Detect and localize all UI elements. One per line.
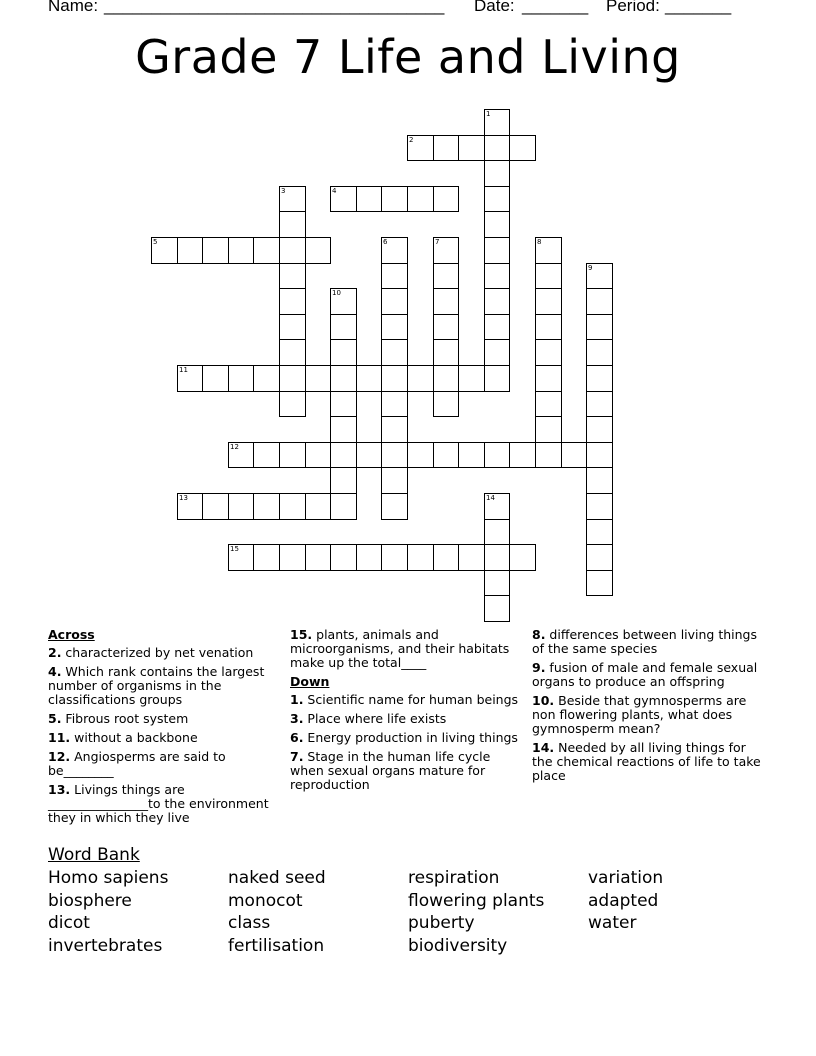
clue-text: Energy production in living things [303, 730, 518, 745]
crossword-cell[interactable] [433, 135, 459, 161]
clue-number: 13 [179, 494, 188, 502]
clue-number-label: 12. [48, 749, 71, 764]
period-label: Period: [606, 0, 665, 15]
down-clue-7 [290, 750, 524, 792]
crossword-cell[interactable] [586, 442, 613, 468]
crossword-cell[interactable] [330, 467, 357, 494]
crossword-cell[interactable] [484, 595, 510, 622]
crossword-cell[interactable] [330, 416, 357, 443]
crossword-cell[interactable] [381, 365, 408, 392]
down-heading: Down [290, 674, 330, 689]
crossword-cell[interactable] [330, 442, 357, 468]
crossword-cell[interactable] [407, 442, 434, 468]
clue-number-label: 2. [48, 645, 62, 660]
crossword-cell[interactable] [228, 365, 254, 392]
across-clue-list [48, 646, 280, 825]
crossword-cell[interactable] [484, 186, 510, 212]
crossword-cell[interactable] [330, 365, 357, 392]
clue-number: 5 [153, 238, 158, 246]
crossword-cell[interactable] [305, 237, 331, 264]
crossword-cell[interactable] [381, 467, 408, 494]
across-clue-15 [290, 628, 524, 670]
down-clue-10 [532, 694, 768, 736]
clue-number-label: 8. [532, 627, 546, 642]
crossword-cell[interactable] [228, 237, 254, 264]
crossword-cell[interactable] [535, 442, 562, 468]
crossword-cell[interactable] [356, 365, 382, 392]
crossword-cell[interactable] [484, 288, 510, 315]
crossword-cell[interactable] [279, 237, 306, 264]
crossword-cell[interactable] [305, 493, 331, 520]
across-clue-12 [48, 750, 280, 778]
crossword-cell[interactable] [535, 263, 562, 289]
crossword-cell[interactable] [279, 186, 306, 212]
crossword-cell[interactable] [509, 135, 536, 161]
clue-number: 12 [230, 443, 239, 451]
crossword-cell[interactable] [253, 493, 280, 520]
clue-number: 9 [588, 264, 593, 272]
crossword-cell[interactable] [177, 237, 203, 264]
word-bank-word: biosphere [48, 891, 132, 911]
crossword-cell[interactable] [279, 314, 306, 340]
across-clues-column [48, 628, 280, 830]
across-clue-5 [48, 712, 280, 726]
crossword-cell[interactable] [484, 109, 510, 136]
crossword-cell[interactable] [586, 416, 613, 443]
clue-text: Which rank contains the largest number of organisms in the classifications groups [48, 664, 265, 707]
word-bank-word: dicot [48, 913, 90, 933]
clue-text: differences between living things of the same species [532, 627, 758, 656]
down-clue-list-continued [532, 628, 768, 783]
clue-text: Livings things are ________________to the environment they in which they live [48, 782, 269, 825]
word-bank-heading: Word Bank [48, 845, 140, 865]
clue-number-label: 7. [290, 749, 304, 764]
crossword-cell[interactable] [535, 237, 562, 264]
word-bank-word: monocot [228, 891, 303, 911]
crossword-cell[interactable] [330, 288, 357, 315]
crossword-cell[interactable] [433, 442, 459, 468]
crossword-cell[interactable] [330, 544, 357, 571]
crossword-cell[interactable] [330, 186, 357, 212]
crossword-cell[interactable] [381, 442, 408, 468]
crossword-cell[interactable] [330, 391, 357, 417]
date-field[interactable]: _______ [522, 0, 589, 15]
crossword-cell[interactable] [433, 186, 459, 212]
crossword-cell[interactable] [279, 365, 306, 392]
clue-number-label: 6. [290, 730, 304, 745]
clue-number-label: 15. [290, 627, 313, 642]
clue-text: Beside that gymnosperms are non flowering plants, what does gymnosperm mean? [532, 693, 747, 736]
clue-number: 7 [435, 238, 440, 246]
word-bank-word: biodiversity [408, 936, 508, 956]
across-clue-4 [48, 665, 280, 707]
clue-number-label: 13. [48, 782, 71, 797]
word-bank-word: adapted [588, 891, 659, 911]
clue-text: Scientific name for human beings [303, 692, 519, 707]
word-bank-word: water [588, 913, 637, 933]
clue-number: 8 [537, 238, 542, 246]
clue-number: 14 [486, 494, 495, 502]
crossword-cell[interactable] [381, 493, 408, 520]
crossword-cell[interactable] [484, 160, 510, 187]
down-clue-1 [290, 693, 524, 707]
crossword-cell[interactable] [535, 391, 562, 417]
crossword-cell[interactable] [586, 467, 613, 494]
down-clue-3 [290, 712, 524, 726]
crossword-cell[interactable] [330, 493, 357, 520]
clue-number-label: 5. [48, 711, 62, 726]
crossword-cell[interactable] [279, 493, 306, 520]
crossword-cell[interactable] [253, 544, 280, 571]
clue-text: Stage in the human life cycle when sexual organs mature for reproduction [290, 749, 491, 792]
date-label: Date: [474, 0, 520, 15]
crossword-cell[interactable] [177, 365, 203, 392]
crossword-cell[interactable] [279, 211, 306, 238]
crossword-cell[interactable] [330, 339, 357, 366]
crossword-cell[interactable] [458, 544, 485, 571]
crossword-cell[interactable] [202, 493, 229, 520]
crossword-cell[interactable] [177, 493, 203, 520]
clue-number: 3 [281, 187, 286, 195]
crossword-cell[interactable] [228, 544, 254, 571]
clue-number-label: 11. [48, 730, 71, 745]
crossword-cell[interactable] [305, 365, 331, 392]
word-bank-word: Homo sapiens [48, 868, 169, 888]
crossword-cell[interactable] [279, 442, 306, 468]
crossword-cell[interactable] [586, 391, 613, 417]
crossword-cell[interactable] [484, 493, 510, 520]
middle-clues-column [290, 628, 524, 797]
down-clue-9 [532, 661, 768, 689]
word-bank-word: class [228, 913, 271, 933]
word-bank-word: puberty [408, 913, 475, 933]
word-bank-word: naked seed [228, 868, 326, 888]
crossword-cell[interactable] [586, 544, 613, 571]
crossword-cell[interactable] [433, 288, 459, 315]
clue-text: Angiosperms are said to be________ [48, 749, 226, 778]
crossword-cell[interactable] [535, 314, 562, 340]
crossword-cell[interactable] [586, 493, 613, 520]
crossword-cell[interactable] [228, 442, 254, 468]
name-label: Name: [48, 0, 103, 15]
crossword-cell[interactable] [484, 519, 510, 545]
clue-text: Fibrous root system [61, 711, 189, 726]
across-clue-13 [48, 783, 280, 825]
period-field[interactable]: _______ [665, 0, 732, 15]
clue-number: 15 [230, 545, 239, 553]
crossword-cell[interactable] [381, 544, 408, 571]
clue-text: without a backbone [70, 730, 198, 745]
clue-number-label: 10. [532, 693, 555, 708]
name-field[interactable]: ____________________________________ [104, 0, 445, 15]
crossword-cell[interactable] [586, 263, 613, 289]
crossword-cell[interactable] [253, 442, 280, 468]
clue-text: Needed by all living things for the chemical reactions of life to take place [532, 740, 761, 783]
clue-text: characterized by net venation [61, 645, 254, 660]
crossword-cell[interactable] [253, 365, 280, 392]
crossword-cell[interactable] [433, 339, 459, 366]
across-clue-2 [48, 646, 280, 660]
down-clues-column-continued [532, 628, 768, 788]
crossword-cell[interactable] [381, 263, 408, 289]
down-clue-list [290, 693, 524, 792]
crossword-cell[interactable] [535, 339, 562, 366]
crossword-cell[interactable] [407, 544, 434, 571]
clue-text: Place where life exists [303, 711, 447, 726]
down-clue-6 [290, 731, 524, 745]
crossword-cell[interactable] [381, 416, 408, 443]
crossword-cell[interactable] [279, 391, 306, 417]
crossword-cell[interactable] [484, 211, 510, 238]
crossword-cell[interactable] [407, 186, 434, 212]
clue-number: 11 [179, 366, 188, 374]
crossword-cell[interactable] [433, 365, 459, 392]
crossword-cell[interactable] [535, 288, 562, 315]
crossword-cell[interactable] [433, 237, 459, 264]
page-title: Grade 7 Life and Living [135, 30, 681, 84]
crossword-cell[interactable] [586, 570, 613, 596]
across-heading: Across [48, 627, 95, 642]
crossword-cell[interactable] [253, 237, 280, 264]
clue-number: 4 [332, 187, 337, 195]
clue-text: plants, animals and microorganisms, and their habitats make up the total____ [290, 627, 510, 670]
word-bank-word: variation [588, 868, 664, 888]
clue-number-label: 14. [532, 740, 555, 755]
clue-number-label: 4. [48, 664, 62, 679]
crossword-cell[interactable] [484, 135, 510, 161]
crossword-cell[interactable] [586, 519, 613, 545]
crossword-cell[interactable] [458, 442, 485, 468]
crossword-cell[interactable] [586, 339, 613, 366]
crossword-cell[interactable] [279, 263, 306, 289]
crossword-cell[interactable] [433, 391, 459, 417]
crossword-cell[interactable] [484, 442, 510, 468]
crossword-cell[interactable] [561, 442, 587, 468]
crossword-cell[interactable] [279, 544, 306, 571]
crossword-cell[interactable] [509, 544, 536, 571]
crossword-cell[interactable] [458, 365, 485, 392]
crossword-cell[interactable] [381, 391, 408, 417]
word-bank-word: respiration [408, 868, 500, 888]
crossword-cell[interactable] [305, 544, 331, 571]
clue-number-label: 3. [290, 711, 304, 726]
crossword-cell[interactable] [305, 442, 331, 468]
crossword-cell[interactable] [586, 288, 613, 315]
crossword-cell[interactable] [484, 365, 510, 392]
crossword-cell[interactable] [484, 263, 510, 289]
crossword-cell[interactable] [484, 314, 510, 340]
crossword-cell[interactable] [279, 339, 306, 366]
crossword-cell[interactable] [356, 544, 382, 571]
crossword-cell[interactable] [407, 365, 434, 392]
crossword-cell[interactable] [381, 237, 408, 264]
crossword-cell[interactable] [535, 416, 562, 443]
crossword-cell[interactable] [535, 365, 562, 392]
crossword-cell[interactable] [381, 288, 408, 315]
down-clue-8 [532, 628, 768, 656]
word-bank-word: flowering plants [408, 891, 545, 911]
down-clue-14 [532, 741, 768, 783]
crossword-cell[interactable] [484, 339, 510, 366]
crossword-cell[interactable] [433, 314, 459, 340]
crossword-cell[interactable] [381, 314, 408, 340]
crossword-cell[interactable] [433, 544, 459, 571]
crossword-cell[interactable] [279, 288, 306, 315]
crossword-cell[interactable] [381, 339, 408, 366]
crossword-cell[interactable] [586, 314, 613, 340]
word-bank-word: fertilisation [228, 936, 325, 956]
clue-number: 6 [383, 238, 388, 246]
crossword-cell[interactable] [356, 442, 382, 468]
crossword-cell[interactable] [484, 544, 510, 571]
crossword-cell[interactable] [381, 186, 408, 212]
crossword-cell[interactable] [151, 237, 178, 264]
crossword-cell[interactable] [509, 442, 536, 468]
clue-number-label: 1. [290, 692, 304, 707]
crossword-cell[interactable] [330, 314, 357, 340]
crossword-cell[interactable] [202, 365, 229, 392]
crossword-cell[interactable] [202, 237, 229, 264]
crossword-cell[interactable] [228, 493, 254, 520]
clue-number: 10 [332, 289, 341, 297]
crossword-cell[interactable] [433, 263, 459, 289]
crossword-cell[interactable] [586, 365, 613, 392]
crossword-cell[interactable] [356, 186, 382, 212]
crossword-cell[interactable] [484, 570, 510, 596]
clue-number-label: 9. [532, 660, 546, 675]
across-clue-list-continued [290, 628, 524, 670]
word-bank-word: invertebrates [48, 936, 163, 956]
crossword-cell[interactable] [458, 135, 485, 161]
clue-text: fusion of male and female sexual organs to produce an offspring [532, 660, 758, 689]
across-clue-11 [48, 731, 280, 745]
clue-number: 2 [409, 136, 414, 144]
clue-number: 1 [486, 110, 491, 118]
crossword-cell[interactable] [484, 237, 510, 264]
crossword-cell[interactable] [407, 135, 434, 161]
